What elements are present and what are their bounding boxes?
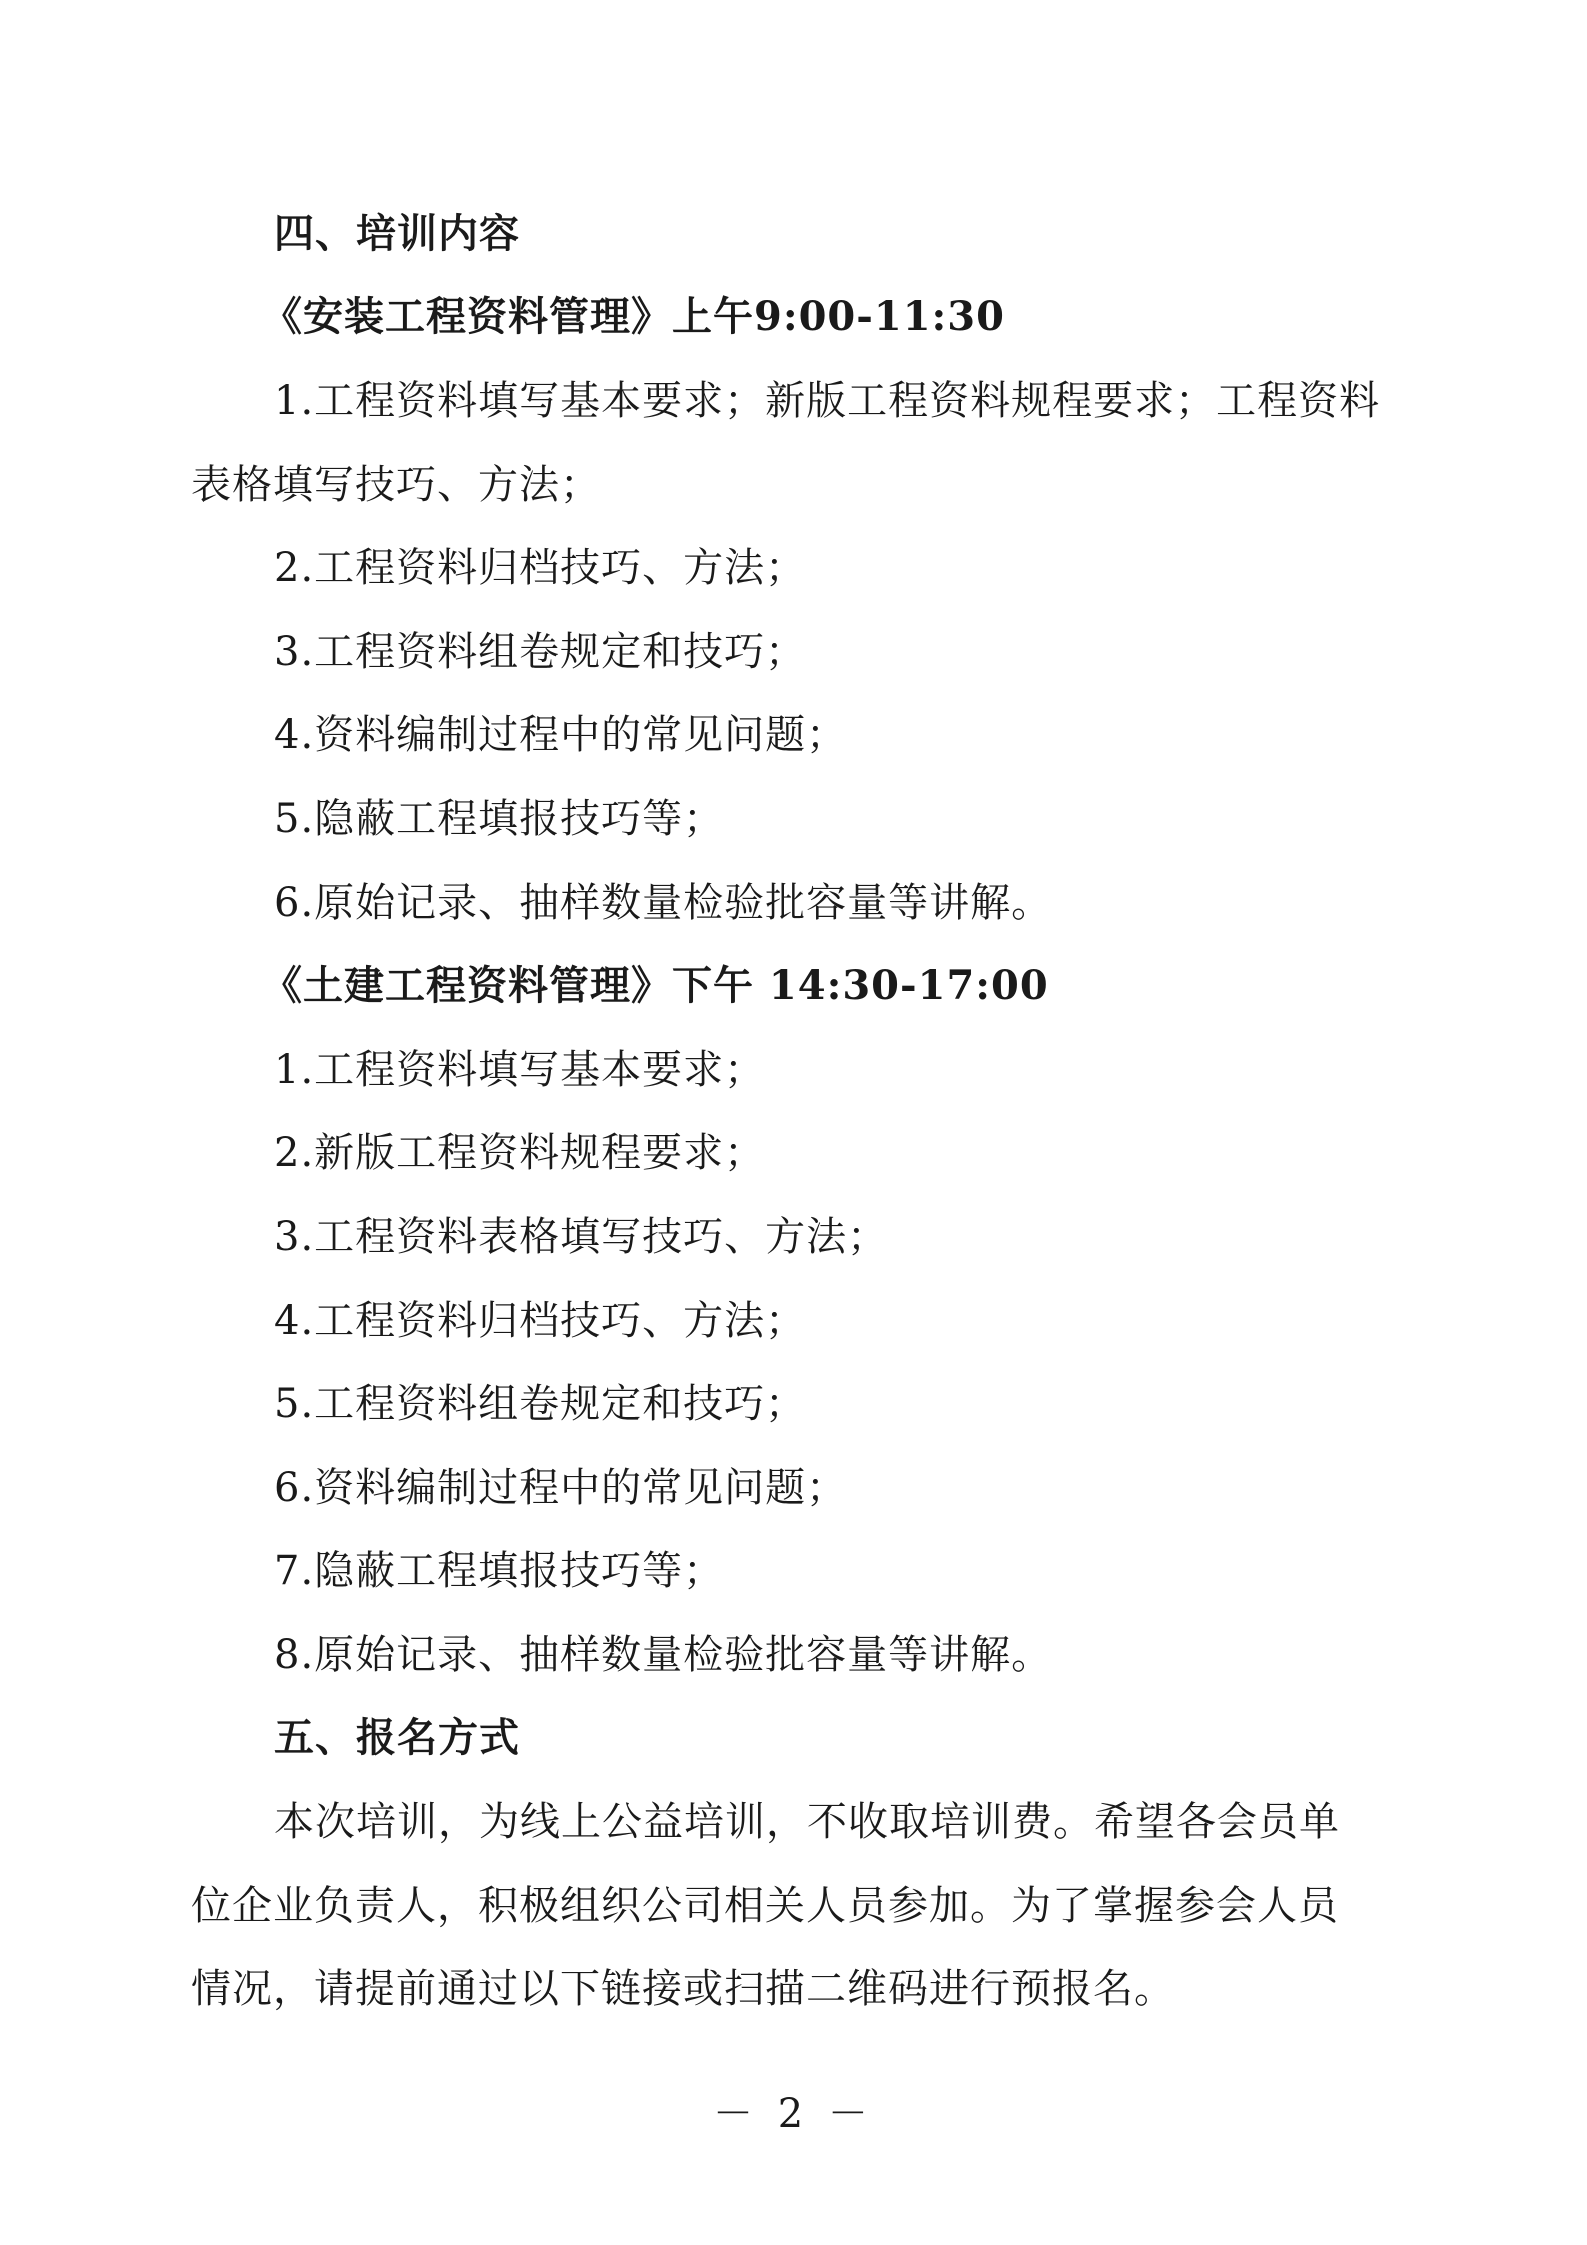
part-1-item-1-line-2: 表格填写技巧、方法； xyxy=(191,462,601,508)
part-2-item-4: 4.工程资料归档技巧、方法； xyxy=(274,1298,807,1344)
part-1-item-5: 5.隐蔽工程填报技巧等； xyxy=(274,796,725,842)
part-2-item-8: 8.原始记录、抽样数量检验批容量等讲解。 xyxy=(274,1632,1053,1678)
part-1-title: 《安装工程资料管理》上午9:00-11:30 xyxy=(262,293,1005,340)
part-2-item-1: 1.工程资料填写基本要求； xyxy=(274,1047,766,1093)
page-number: － 2 － xyxy=(713,2091,874,2137)
section-5-paragraph-line-1: 本次培训，为线上公益培训，不收取培训费。希望各会员单 xyxy=(274,1799,1340,1845)
part-1-item-6: 6.原始记录、抽样数量检验批容量等讲解。 xyxy=(274,880,1053,926)
part-1-item-3: 3.工程资料组卷规定和技巧； xyxy=(274,629,807,675)
section-5-paragraph-line-3: 情况，请提前通过以下链接或扫描二维码进行预报名。 xyxy=(191,1966,1175,2012)
part-2-title: 《土建工程资料管理》下午 14:30-17:00 xyxy=(262,962,1049,1009)
part-2-item-3: 3.工程资料表格填写技巧、方法； xyxy=(274,1214,889,1260)
part-1-item-1-line-1: 1.工程资料填写基本要求；新版工程资料规程要求；工程资料 xyxy=(274,378,1381,424)
part-2-item-2: 2.新版工程资料规程要求； xyxy=(274,1130,766,1176)
part-2-item-7: 7.隐蔽工程填报技巧等； xyxy=(274,1548,725,1594)
section-5-paragraph-line-2: 位企业负责人，积极组织公司相关人员参加。为了掌握参会人员 xyxy=(191,1883,1339,1929)
part-1-item-2: 2.工程资料归档技巧、方法； xyxy=(274,545,807,591)
part-2-item-6: 6.资料编制过程中的常见问题； xyxy=(274,1465,848,1511)
section-5-heading: 五、报名方式 xyxy=(274,1714,520,1761)
part-2-item-5: 5.工程资料组卷规定和技巧； xyxy=(274,1381,807,1427)
section-4-heading: 四、培训内容 xyxy=(274,210,520,257)
part-1-item-4: 4.资料编制过程中的常见问题； xyxy=(274,712,848,758)
